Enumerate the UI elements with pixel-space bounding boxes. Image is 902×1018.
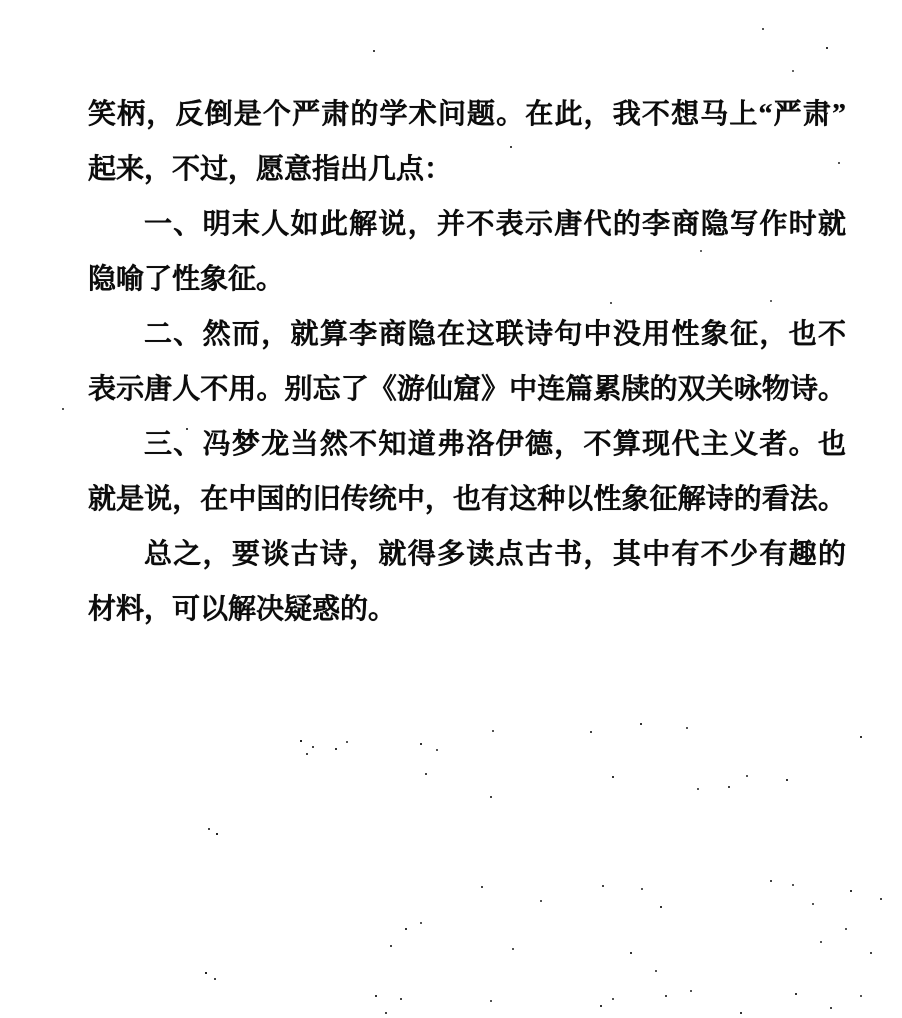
text-line: 笑柄，反倒是个严肃的学术问题。在此，我不想马上“严肃”	[88, 99, 846, 130]
text-line: 就是说，在中国的旧传统中，也有这种以性象征解诗的看法。	[88, 484, 846, 515]
text-block	[88, 87, 846, 637]
text-line: 总之，要谈古诗，就得多读点古书，其中有不少有趣的	[144, 539, 846, 570]
text-line: 二、然而，就算李商隐在这联诗句中没用性象征，也不	[144, 319, 846, 350]
text-line: 表示唐人不用。别忘了《游仙窟》中连篇累牍的双关咏物诗。	[88, 374, 846, 405]
text-line: 起来，不过，愿意指出几点：	[88, 154, 453, 185]
text-line: 隐喻了性象征。	[88, 264, 285, 295]
scan-noise	[0, 0, 2, 2]
text-line: 一、明末人如此解说，并不表示唐代的李商隐写作时就	[144, 209, 846, 240]
text-line: 材料，可以解决疑惑的。	[88, 594, 397, 625]
text-line: 三、冯梦龙当然不知道弗洛伊德，不算现代主义者。也	[144, 429, 846, 460]
